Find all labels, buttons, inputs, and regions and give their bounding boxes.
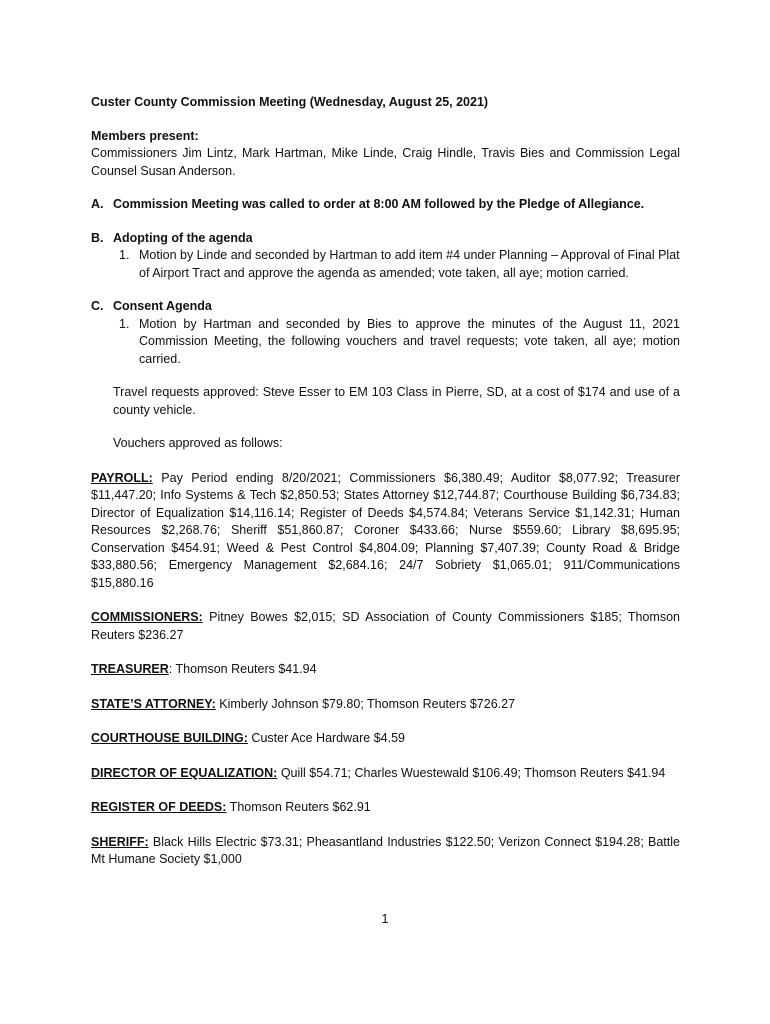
voucher-text: Quill $54.71; Charles Wuestewald $106.49; Thomson Reuters $41.94 — [277, 765, 666, 780]
section-c-item-number: 1. — [119, 316, 130, 331]
voucher-label: SHERIFF: — [91, 834, 149, 849]
voucher-text: Pitney Bowes $2,015; SD Association of County Commissioners $185; Thomson Reuters $236.27 — [91, 610, 680, 642]
voucher-register-of-deeds — [91, 799, 680, 817]
section-b-item-number: 1. — [119, 248, 130, 262]
voucher-text: Kimberly Johnson $79.80; Thomson Reuters $726.27 — [215, 696, 516, 711]
voucher-text: Black Hills Electric $73.31; Pheasantland Industries $122.50; Verizon Connect $194.28; Battle Mt Humane Society $1,000 — [91, 834, 680, 866]
voucher-label: PAYROLL: — [91, 470, 153, 485]
voucher-courthouse-building — [91, 730, 680, 748]
section-c — [91, 298, 680, 316]
page-number: 1 — [381, 912, 389, 926]
section-c-letter: C. — [91, 299, 104, 313]
voucher-director-of-equalization — [91, 765, 680, 783]
voucher-label: COURTHOUSE BUILDING: — [91, 731, 248, 745]
voucher-treasurer — [91, 661, 680, 679]
voucher-label: COMMISSIONERS: — [91, 610, 203, 624]
section-c-item-text: Motion by Hartman and seconded by Bies to approve the minutes of the August 11, 2021 Commission Meeting, the following vouchers and travel requests; vote taken, all aye; motion carried. — [139, 316, 680, 366]
voucher-sheriff — [91, 834, 680, 869]
voucher-payroll — [91, 470, 680, 593]
voucher-text: Custer Ace Hardware $4.59 — [247, 731, 405, 745]
section-c-title: Consent Agenda — [113, 299, 212, 313]
section-b-letter: B. — [91, 230, 104, 245]
voucher-label: REGISTER OF DEEDS: — [91, 800, 227, 814]
section-b-title: Adopting of the agenda — [113, 230, 253, 245]
members-heading: Members present: — [91, 128, 199, 143]
section-a-text: Commission Meeting was called to order at 8:00 AM followed by the Pledge of Allegiance. — [113, 197, 645, 211]
voucher-label: STATE’S ATTORNEY: — [91, 696, 216, 711]
voucher-states-attorney — [91, 696, 680, 714]
vouchers-intro: Vouchers approved as follows: — [113, 436, 283, 450]
section-b — [91, 230, 680, 248]
travel-requests: Travel requests approved: Steve Esser to EM 103 Class in Pierre, SD, at a cost of $174 and use of a county vehicle. — [113, 385, 680, 417]
voucher-commissioners — [91, 609, 680, 644]
document-body — [91, 94, 680, 869]
meeting-title: Custer County Commission Meeting (Wednesday, August 25, 2021) — [91, 95, 489, 109]
voucher-text: : Thomson Reuters $41.94 — [168, 662, 317, 676]
voucher-label: DIRECTOR OF EQUALIZATION: — [91, 765, 278, 780]
voucher-text: Thomson Reuters $62.91 — [226, 800, 371, 814]
section-c-item — [119, 316, 680, 369]
section-b-item — [119, 247, 680, 282]
section-b-item-text: Motion by Linde and seconded by Hartman to add item #4 under Planning – Approval of Final Plat of Airport Tract and approve the agenda as amended; vote taken, all aye; motion carried. — [139, 248, 680, 280]
voucher-label: TREASURER — [91, 662, 169, 676]
members-list: Commissioners Jim Lintz, Mark Hartman, Mike Linde, Craig Hindle, Travis Bies and Commission Legal Counsel Susan Anderson. — [91, 146, 680, 178]
section-a-letter: A. — [91, 197, 104, 211]
section-a — [91, 196, 680, 214]
voucher-text: Pay Period ending 8/20/2021; Commissioners $6,380.49; Auditor $8,077.92; Treasurer $11,447.20; Info Systems & Tech $2,850.53; States Attorney $12,744.87; Courthouse Building $6,734.83; Director of Equalization $14,116.14; Register of Deeds $4,574.84; Veterans Service $1,142.31; Human Resources $2,268.76; Sheriff $51,860.87; Coroner $433.66; Nurse $559.60; Library $8,695.95; Conservation $454.91; Weed & Pest Control $4,804.09; Planning $7,407.39; County Road & Bridge $33,880.56; Emergency Management $2,684.16; 24/7 Sobriety $1,065.01; 911/Communications $15,880.16 — [91, 470, 680, 590]
